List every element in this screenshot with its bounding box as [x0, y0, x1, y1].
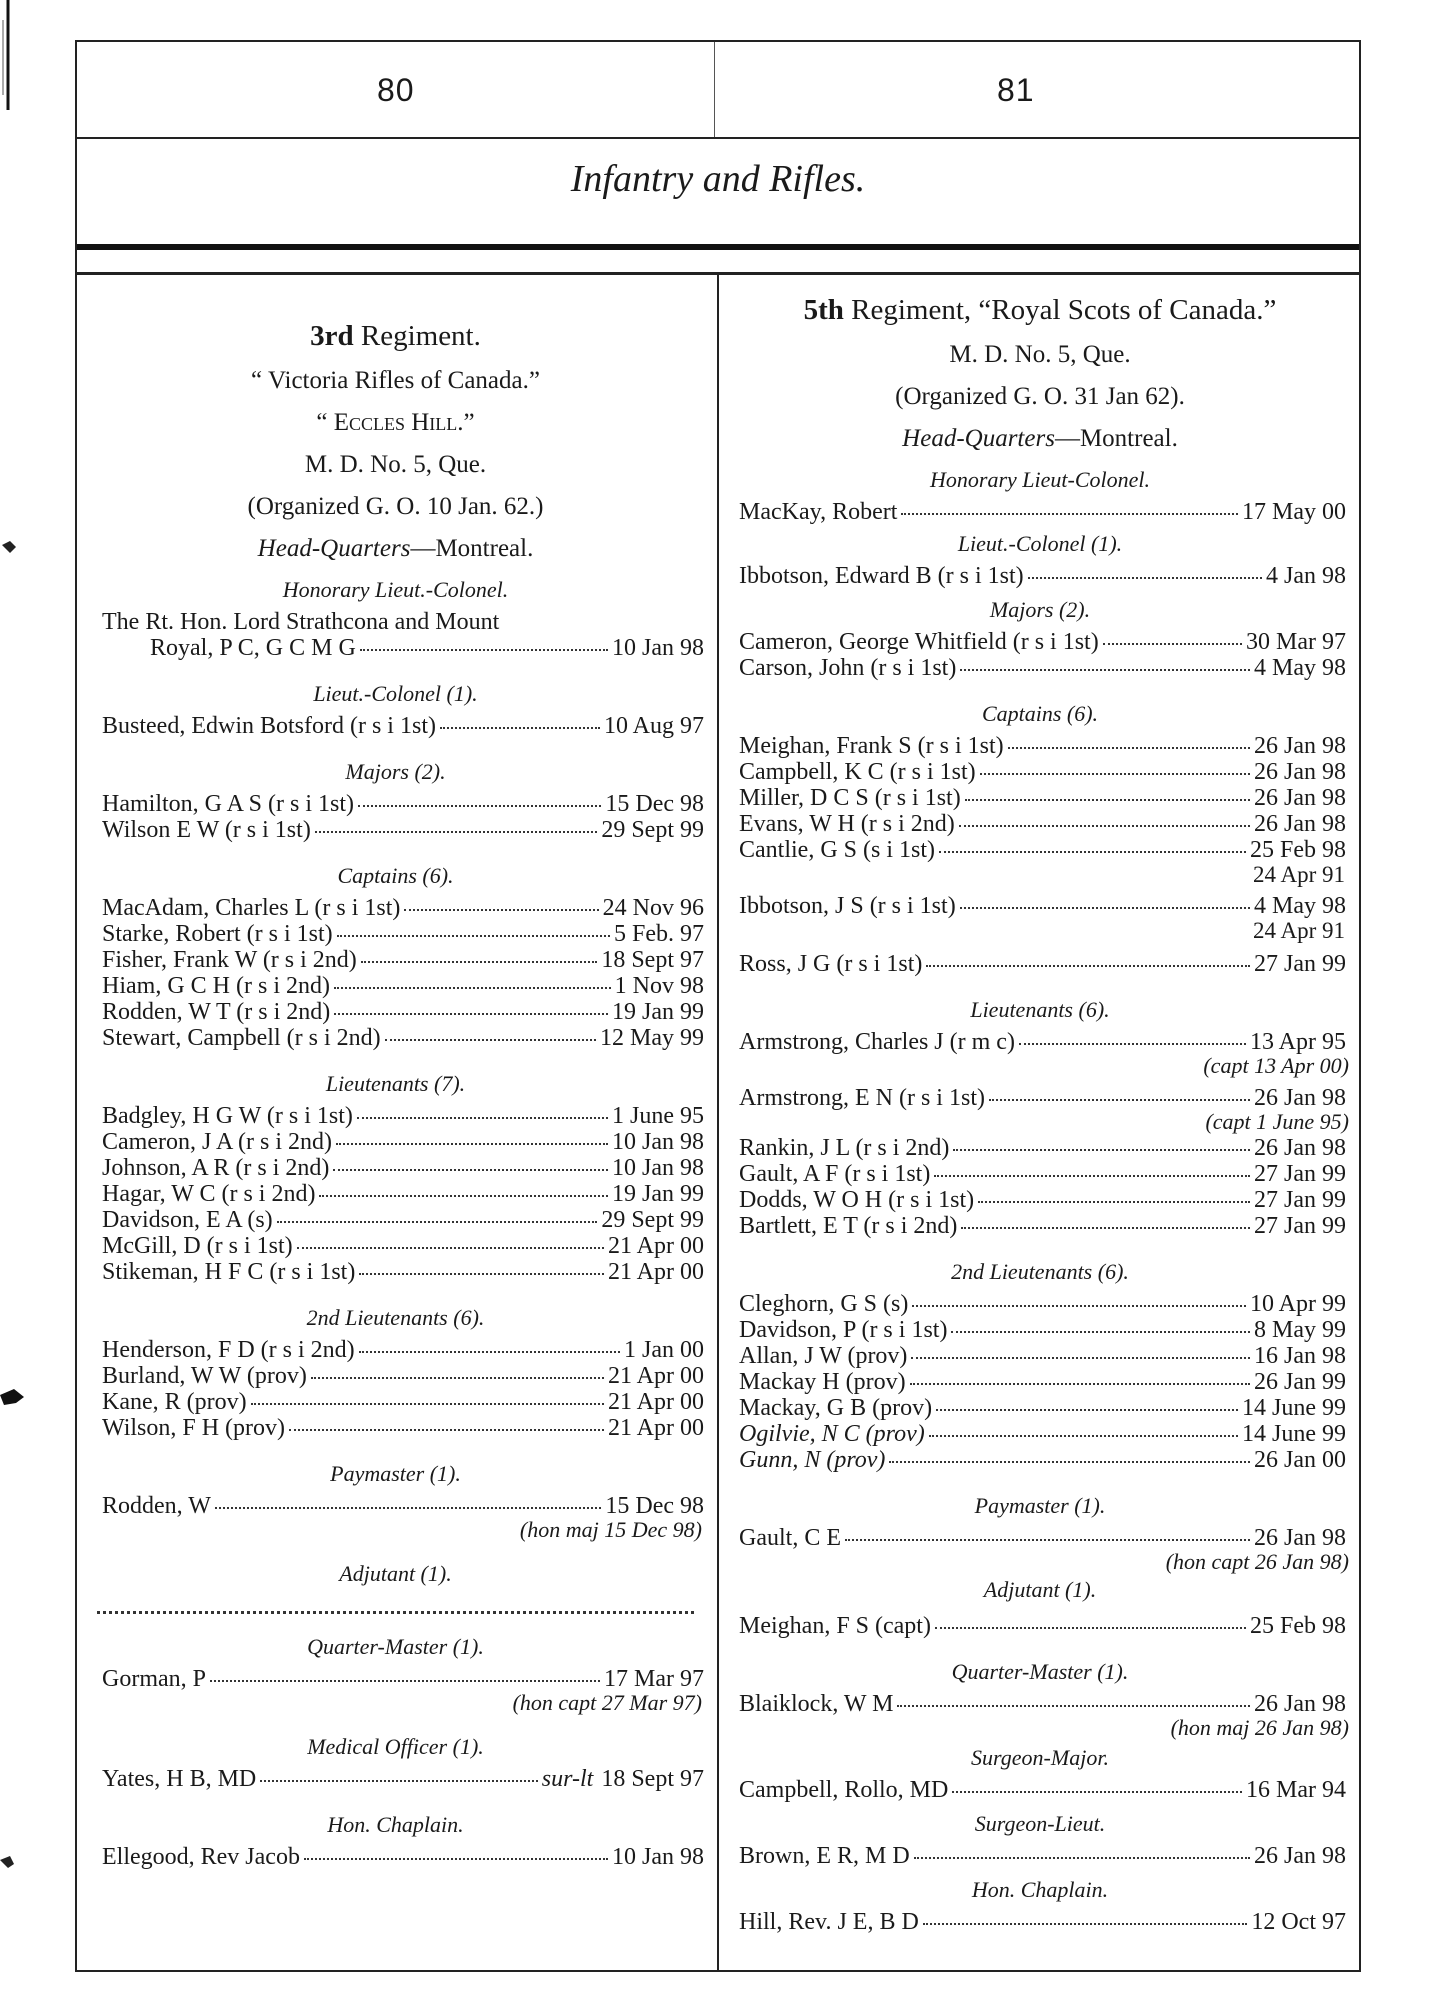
entry-note: (hon capt 26 Jan 98) [1165, 1549, 1349, 1574]
entry-extra-date: 24 Apr 91 [1253, 918, 1345, 943]
entry-name: Hagar, W C (r s i 2nd) [102, 1181, 316, 1207]
entry-date: 26 Jan 98 [1254, 1525, 1346, 1551]
right-hq-value: —Montreal. [1054, 425, 1178, 452]
list-item [102, 1233, 704, 1259]
list-item [102, 1129, 704, 1155]
entry-name: Gunn, N (prov) [739, 1447, 886, 1473]
page-spread [75, 40, 1361, 1972]
right-headquarters [719, 425, 1361, 453]
entry-name: Bartlett, E T (r s i 2nd) [739, 1213, 958, 1239]
entry-name: Ibbotson, J S (r s i 1st) [739, 893, 956, 919]
entry-name: Burland, W W (prov) [102, 1363, 307, 1389]
entry-date: 21 Apr 00 [608, 1259, 704, 1285]
entry-extra-date: 24 Apr 91 [1253, 862, 1345, 887]
right-organized: (Organized G. O. 31 Jan 62). [895, 383, 1185, 410]
entry-name: Meighan, F S (capt) [739, 1613, 931, 1639]
left-lc-heading: Lieut.-Colonel (1). [313, 681, 478, 706]
list-item [102, 999, 704, 1025]
entry-name: Allan, J W (prov) [739, 1343, 908, 1369]
list-item [739, 951, 1346, 977]
right-page-number: 81 [997, 72, 1035, 108]
list-item [102, 817, 704, 843]
entry-date: 19 Jan 99 [612, 999, 704, 1025]
entry-name: Carson, John (r s i 1st) [739, 655, 957, 681]
list-item [739, 1161, 1346, 1187]
entry-rank-note: sur-lt [541, 1766, 594, 1792]
columns [77, 272, 1359, 1972]
entry-name: Stikeman, H F C (r s i 1st) [102, 1259, 356, 1285]
entry-name: Cameron, George Whitfield (r s i 1st) [739, 629, 1099, 655]
right-qm-heading: Quarter-Master (1). [951, 1659, 1129, 1684]
entry-name: Wilson E W (r s i 1st) [102, 817, 311, 843]
left-hon-lc-date: 10 Jan 98 [612, 635, 704, 661]
entry-date: 21 Apr 00 [608, 1363, 704, 1389]
left-column [77, 272, 714, 1972]
entry-date: 10 Jan 98 [612, 1129, 704, 1155]
list-item [739, 1525, 1346, 1551]
entry-note: (capt 13 Apr 00) [1203, 1053, 1349, 1078]
entry-date: 14 June 99 [1242, 1421, 1346, 1447]
list-item [102, 1415, 704, 1441]
entry-note: (hon capt 27 Mar 97) [512, 1690, 702, 1715]
list-item [739, 499, 1346, 525]
list-item [102, 895, 704, 921]
entry-name: Henderson, F D (r s i 2nd) [102, 1337, 355, 1363]
entry-date: 26 Jan 98 [1254, 1085, 1346, 1111]
entry-name: Rodden, W T (r s i 2nd) [102, 999, 331, 1025]
entry-date: 10 Jan 98 [612, 1844, 704, 1870]
list-item [102, 1337, 704, 1363]
bottom-rule [77, 1970, 1359, 1972]
entry-name: MacKay, Robert [739, 499, 898, 525]
entry-date: 18 Sept 97 [601, 1766, 704, 1792]
left-qm-heading: Quarter-Master (1). [307, 1634, 484, 1659]
entry-date: 14 June 99 [1242, 1395, 1346, 1421]
right-regiment-number: 5th [803, 294, 844, 326]
entry-name: Yates, H B, MD [102, 1766, 257, 1792]
entry-name: Starke, Robert (r s i 1st) [102, 921, 333, 947]
entry-date: 16 Jan 98 [1254, 1343, 1346, 1369]
list-item [739, 1085, 1346, 1111]
entry-name: Ross, J G (r s i 1st) [739, 951, 923, 977]
list-item [739, 1691, 1346, 1717]
list-item [102, 1389, 704, 1415]
entry-date: 10 Jan 98 [612, 1155, 704, 1181]
entry-name: McGill, D (r s i 1st) [102, 1233, 293, 1259]
right-military-district: M. D. No. 5, Que. [949, 341, 1131, 368]
entry-date: 19 Jan 99 [612, 1181, 704, 1207]
entry-date: 5 Feb. 97 [614, 921, 704, 947]
left-medical-heading: Medical Officer (1). [307, 1734, 484, 1759]
list-item [739, 837, 1346, 863]
left-military-district: M. D. No. 5, Que. [304, 451, 487, 478]
entry-date: 1 June 95 [612, 1103, 704, 1129]
entry-date: 8 May 99 [1254, 1317, 1346, 1343]
entry-date: 29 Sept 99 [601, 817, 704, 843]
entry-date: 10 Apr 99 [1250, 1291, 1346, 1317]
list-item [102, 1493, 704, 1519]
entry-name: Miller, D C S (r s i 1st) [739, 785, 961, 811]
entry-name: Mackay H (prov) [739, 1369, 906, 1395]
entry-name: Meighan, Frank S (r s i 1st) [739, 733, 1004, 759]
entry-date: 4 May 98 [1254, 893, 1346, 919]
entry-date: 18 Sept 97 [601, 947, 704, 973]
right-captains-heading: Captains (6). [981, 701, 1099, 726]
list-item [739, 1213, 1346, 1239]
entry-date: 27 Jan 99 [1254, 951, 1346, 977]
entry-date: 17 May 00 [1242, 499, 1346, 525]
entry-name: Evans, W H (r s i 2nd) [739, 811, 955, 837]
left-headquarters [77, 535, 714, 563]
entry-name: Ellegood, Rev Jacob [102, 1844, 300, 1870]
list-item [739, 1029, 1346, 1055]
list-item [739, 1343, 1346, 1369]
right-surgeon-major-heading: Surgeon-Major. [971, 1745, 1109, 1770]
right-regiment-title [719, 294, 1361, 327]
entry-date: 27 Jan 99 [1254, 1213, 1346, 1239]
entry-date: 21 Apr 00 [608, 1389, 704, 1415]
entry-date: 27 Jan 99 [1254, 1161, 1346, 1187]
entry-name: Ogilvie, N C (prov) [739, 1421, 925, 1447]
entry-date: 26 Jan 00 [1254, 1447, 1346, 1473]
list-item [739, 655, 1346, 681]
entry-name: Kane, R (prov) [102, 1389, 247, 1415]
list-item [102, 1666, 704, 1692]
entry-name: Armstrong, Charles J (r m c) [739, 1029, 1015, 1055]
right-column [717, 272, 1361, 1972]
entry-name: Blaiklock, W M [739, 1691, 894, 1717]
right-paymaster-heading: Paymaster (1). [974, 1493, 1106, 1518]
entry-date: 29 Sept 99 [601, 1207, 704, 1233]
right-hq-label: Head-Quarters [902, 425, 1055, 452]
entry-note: (capt 1 June 95) [1205, 1109, 1349, 1134]
list-item [739, 1843, 1346, 1869]
left-hon-lc-name-line2: Royal, P C, G C M G [150, 635, 356, 661]
list-item [102, 1259, 704, 1285]
left-hon-lc-entry [102, 609, 704, 661]
list-item [102, 1207, 704, 1233]
left-organized: (Organized G. O. 10 Jan. 62.) [247, 493, 544, 520]
list-item [102, 1103, 704, 1129]
list-item [739, 785, 1346, 811]
entry-name: Stewart, Campbell (r s i 2nd) [102, 1025, 381, 1051]
list-item [739, 1187, 1346, 1213]
entry-date: 1 Jan 00 [624, 1337, 704, 1363]
entry-name: Davidson, E A (s) [102, 1207, 273, 1233]
entry-name: Johnson, A R (r s i 2nd) [102, 1155, 330, 1181]
entry-date: 13 Apr 95 [1250, 1029, 1346, 1055]
right-lieutenants-heading: Lieutenants (6). [970, 997, 1110, 1022]
list-item [102, 921, 704, 947]
entry-name: Cantlie, G S (s i 1st) [739, 837, 935, 863]
right-regiment-word: Regiment, “Royal Scots of Canada.” [843, 294, 1277, 326]
entry-name: Armstrong, E N (r s i 1st) [739, 1085, 985, 1111]
left-2nd-lieutenants-heading: 2nd Lieutenants (6). [306, 1305, 485, 1330]
entry-name: Gault, C E [739, 1525, 841, 1551]
right-surgeon-lieut-heading: Surgeon-Lieut. [974, 1811, 1106, 1836]
entry-date: 26 Jan 98 [1254, 1135, 1346, 1161]
list-item [739, 1613, 1346, 1639]
entry-date: 24 Nov 96 [602, 895, 704, 921]
list-item [739, 1909, 1346, 1935]
entry-name: Gorman, P [102, 1666, 206, 1692]
list-item [102, 947, 704, 973]
entry-name: MacAdam, Charles L (r s i 1st) [102, 895, 401, 921]
right-lc-heading: Lieut.-Colonel (1). [957, 531, 1123, 556]
entry-date: 16 Mar 94 [1246, 1777, 1346, 1803]
list-item [102, 1025, 704, 1051]
list-item [739, 733, 1346, 759]
list-item [102, 713, 704, 739]
entry-date: 25 Feb 98 [1250, 1613, 1346, 1639]
entry-date: 25 Feb 98 [1250, 837, 1346, 863]
right-majors-heading: Majors (2). [989, 597, 1091, 622]
list-item [102, 791, 704, 817]
entry-date: 15 Dec 98 [605, 1493, 704, 1519]
list-item [739, 1369, 1346, 1395]
entry-name: Hill, Rev. J E, B D [739, 1909, 919, 1935]
list-item [102, 973, 704, 999]
entry-name: Rodden, W [102, 1493, 211, 1519]
left-hq-label: Head-Quarters [257, 535, 411, 562]
entry-name: Brown, E R, M D [739, 1843, 910, 1869]
entry-name: Ibbotson, Edward B (r s i 1st) [739, 563, 1024, 589]
right-chaplain-heading: Hon. Chaplain. [971, 1877, 1109, 1902]
left-hon-lc-name-line1: The Rt. Hon. Lord Strathcona and Mount [102, 609, 500, 635]
left-paymaster-heading: Paymaster (1). [330, 1461, 461, 1486]
entry-name: Badgley, H G W (r s i 1st) [102, 1103, 353, 1129]
list-item [739, 759, 1346, 785]
left-page-number: 80 [377, 72, 415, 108]
left-regiment-word: Regiment. [353, 320, 481, 352]
left-captains-heading: Captains (6). [337, 863, 454, 888]
list-item [102, 1155, 704, 1181]
entry-date: 12 May 99 [600, 1025, 704, 1051]
entry-date: 1 Nov 98 [614, 973, 704, 999]
entry-name: Cameron, J A (r s i 2nd) [102, 1129, 332, 1155]
entry-date: 4 May 98 [1254, 655, 1346, 681]
list-item [739, 811, 1346, 837]
entry-name: Hiam, G C H (r s i 2nd) [102, 973, 330, 999]
binding-edge-marks [0, 0, 40, 2016]
entry-date: 26 Jan 98 [1254, 811, 1346, 837]
entry-date: 21 Apr 00 [608, 1233, 704, 1259]
page-header [77, 42, 1359, 139]
entry-date: 12 Oct 97 [1251, 1909, 1346, 1935]
right-hon-lc-heading: Honorary Lieut-Colonel. [930, 467, 1150, 492]
left-battle-honour: “ Eccles Hill.” [316, 409, 475, 436]
list-item [102, 1181, 704, 1207]
entry-note: (hon maj 15 Dec 98) [519, 1517, 702, 1542]
left-adjutant-heading: Adjutant (1). [339, 1561, 452, 1586]
list-item [739, 1421, 1346, 1447]
entry-name: Fisher, Frank W (r s i 2nd) [102, 947, 357, 973]
left-regiment-number: 3rd [310, 320, 354, 352]
left-chaplain-heading: Hon. Chaplain. [327, 1812, 464, 1837]
entry-date: 15 Dec 98 [605, 791, 704, 817]
left-regiment-title [77, 320, 714, 353]
entry-name: Dodds, W O H (r s i 1st) [739, 1187, 975, 1213]
list-item [102, 1766, 704, 1792]
left-hon-lc-heading: Honorary Lieut.-Colonel. [282, 577, 509, 602]
entry-name: Gault, A F (r s i 1st) [739, 1161, 931, 1187]
list-item [739, 893, 1346, 919]
entry-date: 4 Jan 98 [1266, 563, 1346, 589]
list-item [102, 1363, 704, 1389]
entry-name: Mackay, G B (prov) [739, 1395, 933, 1421]
left-majors-heading: Majors (2). [345, 759, 446, 784]
list-item [739, 563, 1346, 589]
header-divider [714, 42, 716, 137]
list-item [739, 1291, 1346, 1317]
entry-note: (hon maj 26 Jan 98) [1170, 1715, 1349, 1740]
right-2nd-lieutenants-heading: 2nd Lieutenants (6). [951, 1259, 1129, 1284]
entry-date: 26 Jan 98 [1254, 1691, 1346, 1717]
entry-date: 10 Aug 97 [603, 713, 704, 739]
section-banner: Infantry and Rifles. [77, 139, 1359, 250]
entry-date: 21 Apr 00 [608, 1415, 704, 1441]
entry-name: Rankin, J L (r s i 2nd) [739, 1135, 950, 1161]
list-item [739, 1777, 1346, 1803]
entry-date: 26 Jan 98 [1254, 1843, 1346, 1869]
entry-date: 26 Jan 99 [1254, 1369, 1346, 1395]
list-item [739, 1317, 1346, 1343]
left-regiment-name: “ Victoria Rifles of Canada.” [251, 367, 540, 394]
entry-date: 26 Jan 98 [1254, 759, 1346, 785]
entry-name: Campbell, Rollo, MD [739, 1777, 949, 1803]
entry-date: 26 Jan 98 [1254, 785, 1346, 811]
entry-date: 27 Jan 99 [1254, 1187, 1346, 1213]
entry-date: 26 Jan 98 [1254, 733, 1346, 759]
list-item [739, 1395, 1346, 1421]
list-item [739, 1135, 1346, 1161]
entry-date: 30 Mar 97 [1246, 629, 1346, 655]
entry-name: Campbell, K C (r s i 1st) [739, 759, 976, 785]
list-item [739, 1447, 1346, 1473]
entry-name: Busteed, Edwin Botsford (r s i 1st) [102, 713, 436, 739]
list-item [102, 1844, 704, 1870]
left-hq-value: —Montreal. [410, 535, 534, 562]
vacant-entry-dots [97, 1597, 694, 1614]
right-adjutant-heading: Adjutant (1). [983, 1577, 1097, 1602]
list-item [739, 629, 1346, 655]
left-lieutenants-heading: Lieutenants (7). [325, 1071, 466, 1096]
entry-name: Wilson, F H (prov) [102, 1415, 286, 1441]
entry-date: 17 Mar 97 [604, 1666, 704, 1692]
entry-name: Cleghorn, G S (s) [739, 1291, 909, 1317]
entry-name: Davidson, P (r s i 1st) [739, 1317, 948, 1343]
entry-name: Hamilton, G A S (r s i 1st) [102, 791, 355, 817]
